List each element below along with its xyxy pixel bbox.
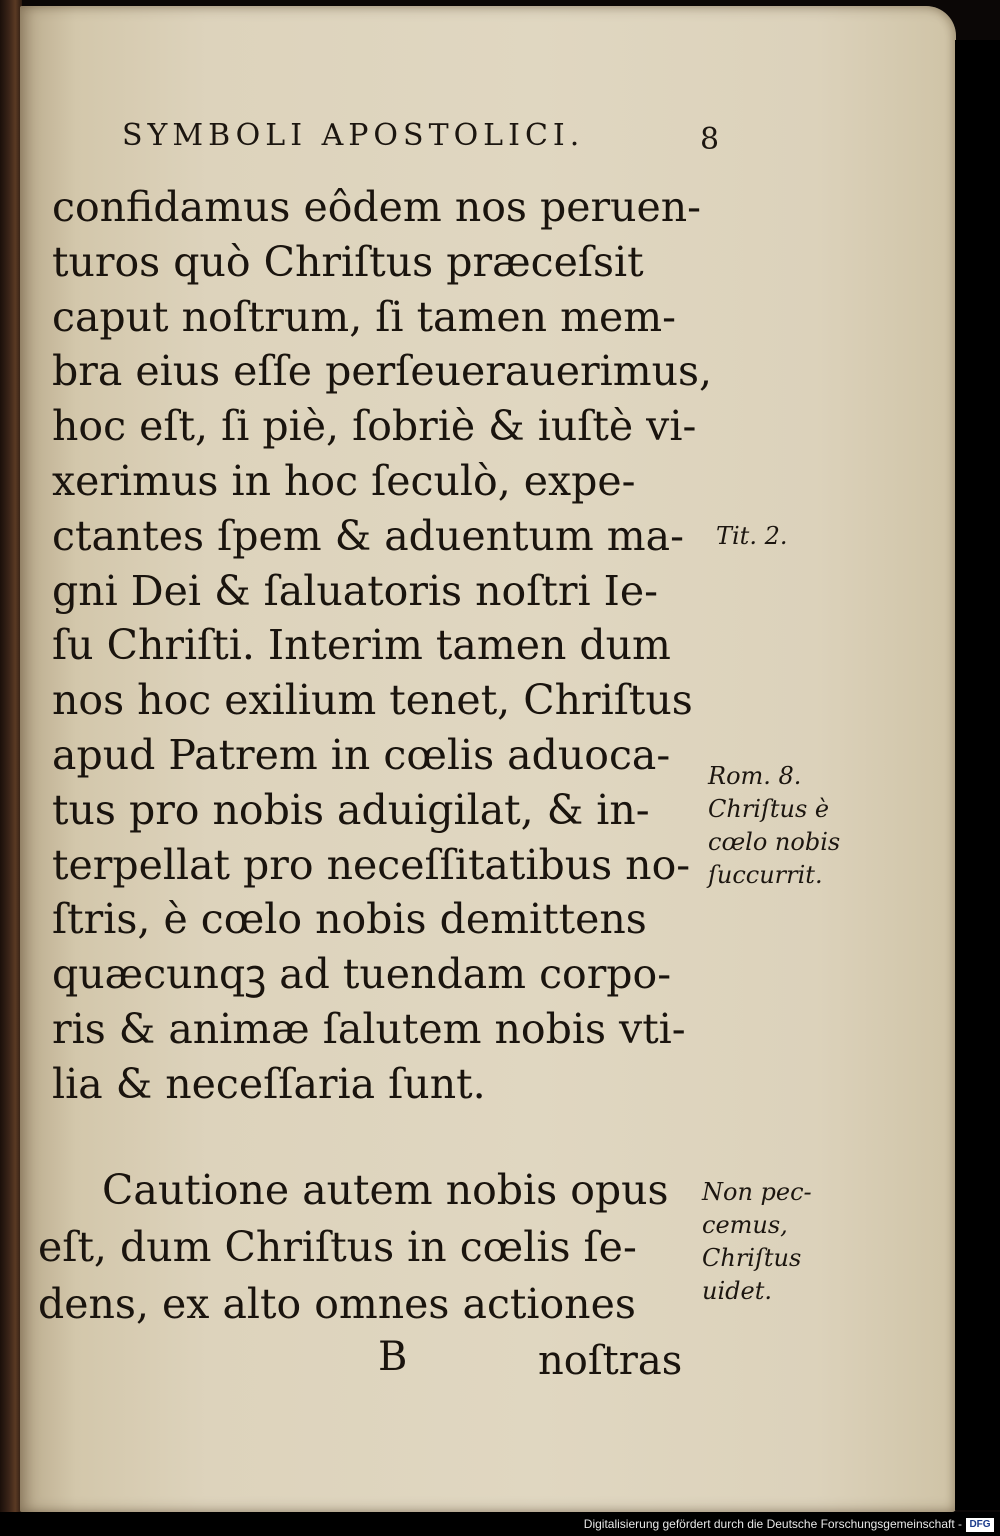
page-number: 8: [700, 122, 720, 157]
text-line: bra eius eſſe perſeuerauerimus,: [52, 347, 713, 396]
running-head: SYMBOLI APOSTOLICI.: [122, 118, 585, 153]
paragraph-2: [38, 1162, 718, 1333]
marginal-note-rom: [708, 760, 840, 892]
note-line: cemus,: [702, 1211, 788, 1239]
text-line: caput noſtrum, ſi tamen mem-: [52, 292, 676, 341]
text-line: lia & neceſſaria ſunt.: [52, 1059, 486, 1108]
catchword: noſtras: [538, 1338, 683, 1384]
text-line: quæcunqꝫ ad tuendam corpo-: [52, 950, 672, 999]
footer-bar: [0, 1512, 1000, 1536]
text-line: ris & animæ ſalutem nobis vti-: [52, 1004, 686, 1053]
text-line: dens, ex alto omnes actiones: [38, 1280, 636, 1328]
text-line: confidamus eôdem nos peruen-: [52, 183, 702, 231]
note-line: Chriſtus: [702, 1244, 802, 1272]
note-line: uidet.: [702, 1277, 772, 1305]
marginal-note-tit: [716, 520, 787, 553]
note-line: Rom. 8.: [708, 762, 802, 790]
text-line: ſu Chriſti. Interim tamen dum: [52, 621, 671, 670]
text-line: apud Patrem in cœlis aduoca-: [52, 730, 671, 779]
dfg-logo-icon: DFG: [966, 1518, 994, 1532]
text-line: gni Dei & ſaluatoris noſtri Ie-: [52, 566, 658, 615]
text-line: turos quò Chriſtus præceſsit: [52, 237, 644, 286]
text-line: tus pro nobis aduigilat, & in-: [52, 785, 650, 834]
text-line: Cautione autem nobis opus: [102, 1166, 669, 1214]
paragraph-1: [52, 180, 732, 1112]
text-line: eſt, dum Chriſtus in cœlis ſe-: [38, 1223, 637, 1271]
book-binding: [0, 0, 22, 1512]
signature-mark: B: [378, 1334, 408, 1380]
note-line: Tit. 2.: [716, 522, 788, 550]
text-line: hoc eſt, ſi piè, ſobriè & iuſtè vi-: [52, 402, 697, 451]
text-line: terpellat pro neceſſitatibus no-: [52, 840, 691, 889]
text-line: xerimus in hoc ſeculò, expe-: [52, 456, 636, 505]
page-edge-shadow: [955, 40, 1000, 1510]
marginal-note-non-peccemus: [702, 1176, 812, 1308]
text-line: ſtris, è cœlo nobis demittens: [52, 895, 647, 944]
note-line: ſuccurrit.: [708, 861, 823, 889]
text-line: nos hoc exilium tenet, Chriſtus: [52, 676, 693, 725]
digitization-credit: Digitalisierung gefördert durch die Deutsche Forschungsgemeinschaft -: [583, 1517, 962, 1531]
note-line: Chriſtus è: [708, 795, 830, 823]
note-line: cœlo nobis: [708, 828, 841, 856]
note-line: Non pec-: [702, 1178, 812, 1206]
text-line: ctantes ſpem & aduentum ma-: [52, 511, 684, 560]
